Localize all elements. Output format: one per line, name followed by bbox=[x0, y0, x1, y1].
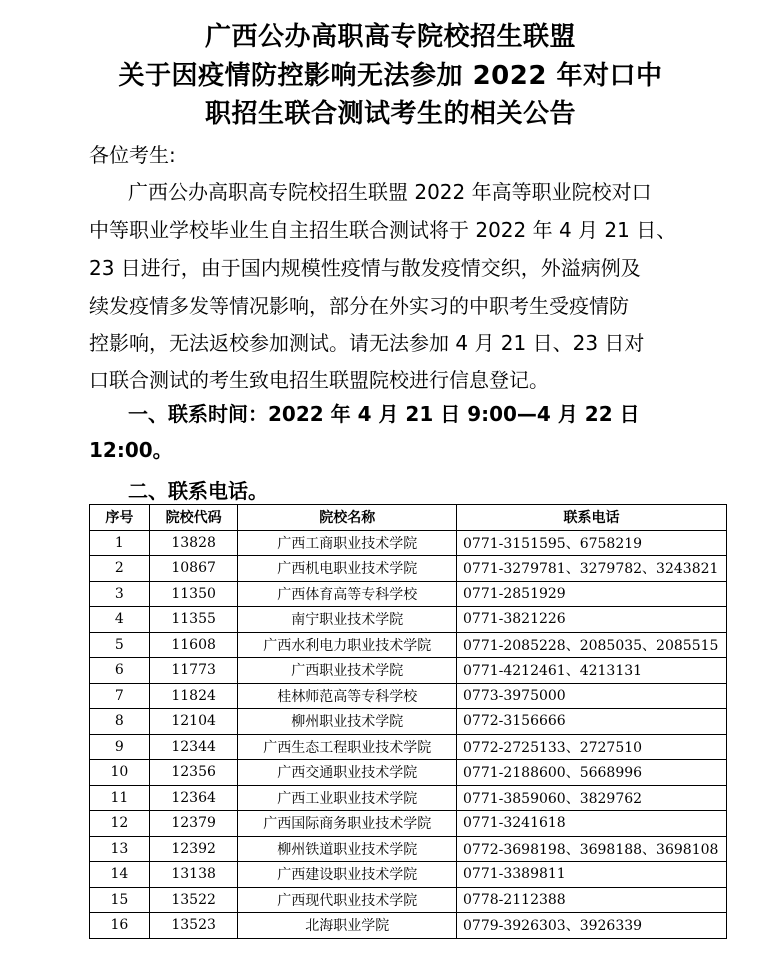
section-contact-time-continued: 12:00。 bbox=[89, 438, 173, 462]
cell-code: 12392 bbox=[149, 836, 238, 862]
cell-school: 广西职业技术学院 bbox=[238, 658, 457, 684]
cell-no: 4 bbox=[90, 607, 150, 633]
header-code: 院校代码 bbox=[149, 505, 238, 531]
body-line: 控影响，无法返校参加测试。请无法参加 4 月 21 日、23 日对 bbox=[89, 331, 645, 355]
section-contact-phone: 二、联系电话。 bbox=[128, 479, 268, 503]
cell-school: 桂林师范高等专科学校 bbox=[238, 683, 457, 709]
cell-code: 13138 bbox=[149, 862, 238, 888]
cell-code: 12364 bbox=[149, 785, 238, 811]
table-row bbox=[90, 607, 727, 633]
cell-no: 14 bbox=[90, 862, 150, 888]
cell-phone: 0771-3151595、6758219 bbox=[457, 530, 727, 556]
section-contact-time: 一、联系时间：2022 年 4 月 21 日 9:00—4 月 22 日 bbox=[128, 402, 640, 426]
cell-phone: 0773-3975000 bbox=[457, 683, 727, 709]
cell-no: 8 bbox=[90, 709, 150, 735]
body-line: 23 日进行，由于国内规模性疫情与散发疫情交织，外溢病例及 bbox=[89, 256, 641, 280]
table-row bbox=[90, 556, 727, 582]
cell-school: 广西现代职业技术学院 bbox=[238, 887, 457, 913]
cell-school: 南宁职业技术学院 bbox=[238, 607, 457, 633]
cell-code: 12344 bbox=[149, 734, 238, 760]
notice-title-line-1: 广西公办高职高专院校招生联盟 bbox=[204, 22, 576, 52]
cell-code: 12356 bbox=[149, 760, 238, 786]
cell-phone: 0772-2725133、2727510 bbox=[457, 734, 727, 760]
cell-phone: 0772-3156666 bbox=[457, 709, 727, 735]
cell-phone: 0771-3279781、3279782、3243821 bbox=[457, 556, 727, 582]
table-header-row bbox=[90, 505, 727, 531]
cell-school: 广西体育高等专科学校 bbox=[238, 581, 457, 607]
header-phone: 联系电话 bbox=[457, 505, 727, 531]
cell-no: 7 bbox=[90, 683, 150, 709]
cell-code: 11773 bbox=[149, 658, 238, 684]
cell-code: 11824 bbox=[149, 683, 238, 709]
table-row bbox=[90, 683, 727, 709]
cell-phone: 0771-2851929 bbox=[457, 581, 727, 607]
cell-phone: 0771-3821226 bbox=[457, 607, 727, 633]
cell-phone: 0772-3698198、3698188、3698108 bbox=[457, 836, 727, 862]
body-line: 中等职业学校毕业生自主招生联合测试将于 2022 年 4 月 21 日、 bbox=[89, 218, 677, 242]
table-row bbox=[90, 632, 727, 658]
cell-school: 柳州职业技术学院 bbox=[238, 709, 457, 735]
greeting: 各位考生: bbox=[89, 143, 176, 167]
cell-code: 12379 bbox=[149, 811, 238, 837]
cell-code: 11350 bbox=[149, 581, 238, 607]
table-row bbox=[90, 760, 727, 786]
table-row bbox=[90, 709, 727, 735]
table-row bbox=[90, 862, 727, 888]
notice-title-line-2: 关于因疫情防控影响无法参加 2022 年对口中 bbox=[118, 61, 663, 91]
table-row bbox=[90, 785, 727, 811]
table-row bbox=[90, 811, 727, 837]
cell-phone: 0771-2188600、5668996 bbox=[457, 760, 727, 786]
table-body bbox=[90, 530, 727, 938]
cell-phone: 0778-2112388 bbox=[457, 887, 727, 913]
cell-school: 广西水利电力职业技术学院 bbox=[238, 632, 457, 658]
body-line: 广西公办高职高专院校招生联盟 2022 年高等职业院校对口 bbox=[128, 180, 652, 204]
cell-code: 13522 bbox=[149, 887, 238, 913]
cell-no: 9 bbox=[90, 734, 150, 760]
body-line: 续发疫情多发等情况影响，部分在外实习的中职考生受疫情防 bbox=[89, 294, 629, 318]
cell-school: 广西建设职业技术学院 bbox=[238, 862, 457, 888]
cell-school: 广西工业职业技术学院 bbox=[238, 785, 457, 811]
cell-phone: 0771-3389811 bbox=[457, 862, 727, 888]
table-row bbox=[90, 913, 727, 939]
table-row bbox=[90, 734, 727, 760]
table-row bbox=[90, 836, 727, 862]
cell-no: 15 bbox=[90, 887, 150, 913]
cell-school: 广西生态工程职业技术学院 bbox=[238, 734, 457, 760]
table-row bbox=[90, 581, 727, 607]
cell-code: 10867 bbox=[149, 556, 238, 582]
cell-phone: 0779-3926303、3926339 bbox=[457, 913, 727, 939]
table-row bbox=[90, 887, 727, 913]
header-no: 序号 bbox=[90, 505, 150, 531]
cell-no: 5 bbox=[90, 632, 150, 658]
cell-no: 13 bbox=[90, 836, 150, 862]
table-row bbox=[90, 530, 727, 556]
cell-no: 1 bbox=[90, 530, 150, 556]
cell-no: 12 bbox=[90, 811, 150, 837]
table-row bbox=[90, 658, 727, 684]
cell-school: 广西机电职业技术学院 bbox=[238, 556, 457, 582]
body-line: 口联合测试的考生致电招生联盟院校进行信息登记。 bbox=[89, 368, 549, 392]
header-school: 院校名称 bbox=[238, 505, 457, 531]
cell-no: 6 bbox=[90, 658, 150, 684]
cell-code: 11355 bbox=[149, 607, 238, 633]
notice-title-line-3: 职招生联合测试考生的相关公告 bbox=[204, 99, 576, 129]
cell-school: 广西国际商务职业技术学院 bbox=[238, 811, 457, 837]
cell-code: 13523 bbox=[149, 913, 238, 939]
contacts-table bbox=[89, 504, 727, 939]
cell-no: 3 bbox=[90, 581, 150, 607]
cell-phone: 0771-3241618 bbox=[457, 811, 727, 837]
cell-phone: 0771-2085228、2085035、2085515 bbox=[457, 632, 727, 658]
cell-no: 10 bbox=[90, 760, 150, 786]
cell-no: 16 bbox=[90, 913, 150, 939]
cell-phone: 0771-3859060、3829762 bbox=[457, 785, 727, 811]
cell-school: 广西工商职业技术学院 bbox=[238, 530, 457, 556]
cell-phone: 0771-4212461、4213131 bbox=[457, 658, 727, 684]
cell-no: 2 bbox=[90, 556, 150, 582]
cell-school: 广西交通职业技术学院 bbox=[238, 760, 457, 786]
cell-code: 12104 bbox=[149, 709, 238, 735]
cell-school: 北海职业学院 bbox=[238, 913, 457, 939]
cell-code: 11608 bbox=[149, 632, 238, 658]
cell-code: 13828 bbox=[149, 530, 238, 556]
cell-no: 11 bbox=[90, 785, 150, 811]
cell-school: 柳州铁道职业技术学院 bbox=[238, 836, 457, 862]
